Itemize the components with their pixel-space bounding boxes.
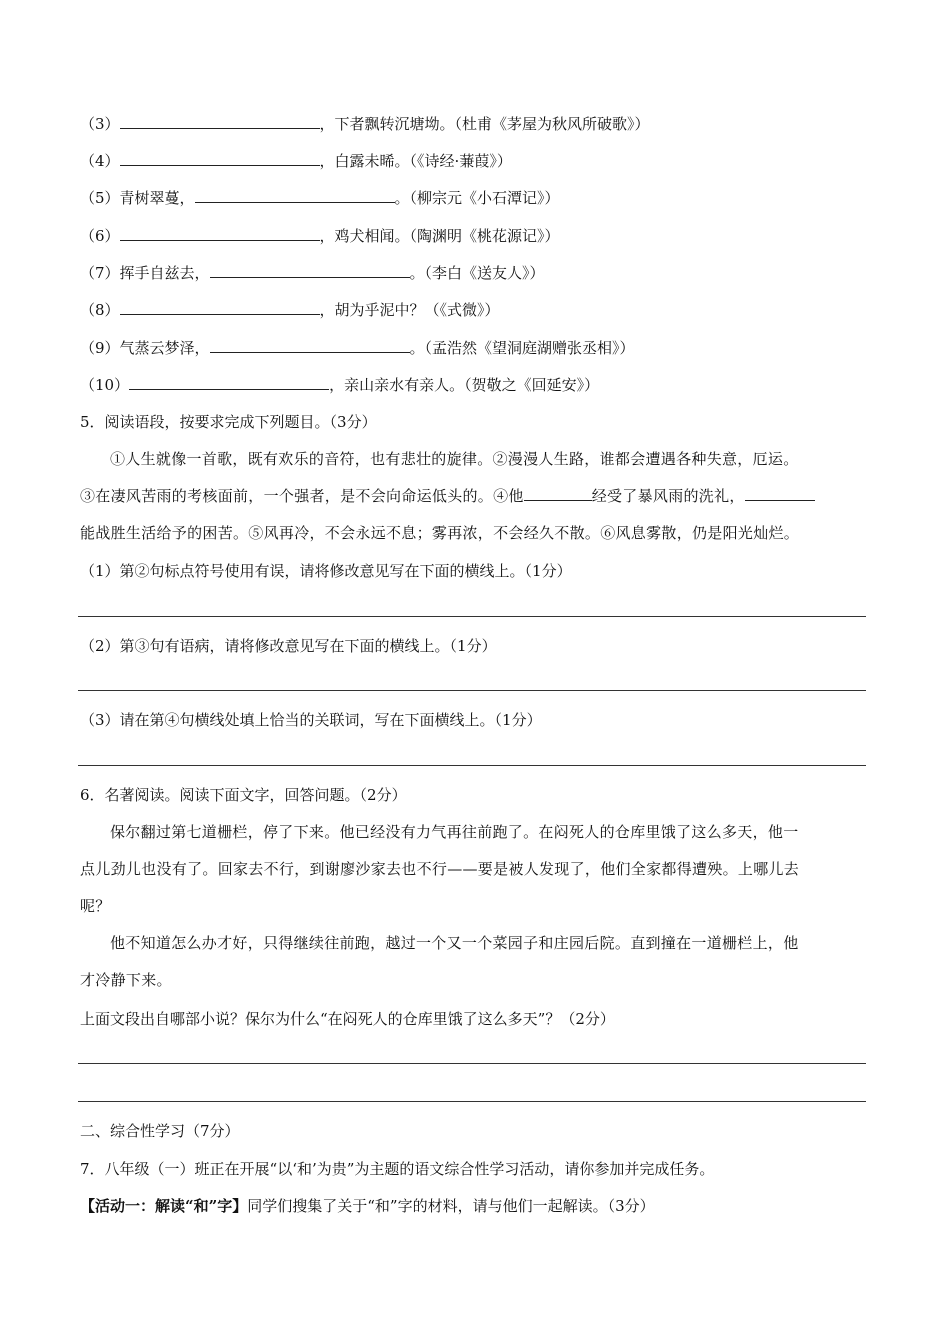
q5-passage-text: 经受了暴风雨的洗礼， bbox=[591, 487, 745, 505]
fill-line-8 bbox=[80, 299, 500, 320]
q5-passage-text: ③在凄风苦雨的考核面前，一个强者，是不会向命运低头的。④他 bbox=[80, 487, 524, 505]
q5-passage-line: ①人生就像一首歌，既有欢乐的音符，也有悲壮的旋律。②漫漫人生路，谁都会遭遇各种失意，厄运。 bbox=[110, 450, 799, 468]
conjunction-blank-2[interactable] bbox=[745, 485, 815, 501]
answer-blank[interactable] bbox=[120, 299, 320, 315]
q6-passage bbox=[80, 814, 875, 999]
fill-line-suffix: ，鸡犬相闻。（陶渊明《桃花源记》） bbox=[319, 227, 560, 245]
fill-line-prefix: （10） bbox=[80, 376, 130, 394]
answer-blank[interactable] bbox=[120, 113, 320, 129]
answer-blank[interactable] bbox=[210, 262, 410, 278]
q5-title: 5．阅读语段，按要求完成下列题目。（3分） bbox=[80, 413, 377, 431]
q7-prompt: 7．八年级（一）班正在开展“以‘和’为贵”为主题的语文综合性学习活动，请你参加并完成任务。 bbox=[80, 1160, 715, 1178]
q6-title: 6．名著阅读。阅读下面文字，回答问题。（2分） bbox=[80, 786, 407, 804]
answer-line[interactable] bbox=[78, 616, 866, 617]
fill-line-9 bbox=[80, 337, 635, 358]
answer-line[interactable] bbox=[78, 1101, 866, 1102]
fill-line-6 bbox=[80, 225, 560, 246]
q5-sub1: （1）第②句标点符号使用有误，请将修改意见写在下面的横线上。（1分） bbox=[80, 562, 572, 580]
fill-line-5 bbox=[80, 187, 560, 208]
activity-label: 【活动一：解读“和”字】 bbox=[80, 1197, 248, 1215]
fill-line-suffix: 。（柳宗元《小石潭记》） bbox=[394, 189, 560, 207]
fill-line-prefix: （5）青树翠蔓， bbox=[80, 189, 195, 207]
answer-line[interactable] bbox=[78, 690, 866, 691]
q6-passage-line: 他不知道怎么办才好，只得继续往前跑，越过一个又一个菜园子和庄园后院。直到撞在一道栅栏上，他 bbox=[110, 934, 799, 952]
q6-passage-line: 点儿劲儿也没有了。回家去不行，到谢廖沙家去也不行——要是被人发现了，他们全家都得遭殃。上哪儿去 bbox=[80, 860, 800, 878]
q6-passage-line: 才冷静下来。 bbox=[80, 971, 172, 989]
answer-line[interactable] bbox=[78, 765, 866, 766]
conjunction-blank-1[interactable] bbox=[524, 485, 592, 501]
fill-line-suffix: ，下者飘转沉塘坳。（杜甫《茅屋为秋风所破歌》） bbox=[319, 115, 650, 133]
fill-line-7 bbox=[80, 262, 545, 283]
q5-sub3: （3）请在第④句横线处填上恰当的关联词，写在下面横线上。（1分） bbox=[80, 711, 542, 729]
fill-line-3 bbox=[80, 113, 650, 134]
fill-line-prefix: （7）挥手自兹去， bbox=[80, 264, 210, 282]
q6-passage-line: 呢？ bbox=[80, 897, 111, 915]
fill-line-prefix: （6） bbox=[80, 227, 120, 245]
fill-line-suffix: ，胡为乎泥中？（《式微》） bbox=[319, 301, 500, 319]
fill-line-10 bbox=[80, 374, 599, 395]
answer-blank[interactable] bbox=[120, 150, 320, 166]
q5-passage bbox=[80, 441, 875, 552]
fill-line-suffix: 。（孟浩然《望洞庭湖赠张丞相》） bbox=[409, 339, 635, 357]
fill-line-suffix: ，亲山亲水有亲人。（贺敬之《回延安》） bbox=[329, 376, 600, 394]
answer-blank[interactable] bbox=[120, 225, 320, 241]
fill-line-4 bbox=[80, 150, 512, 171]
fill-line-prefix: （3） bbox=[80, 115, 120, 133]
fill-line-suffix: 。（李白《送友人》） bbox=[409, 264, 545, 282]
q6-passage-line: 保尔翻过第七道栅栏，停了下来。他已经没有力气再往前跑了。在闷死人的仓库里饿了这么多天，他一 bbox=[110, 823, 799, 841]
q5-passage-line bbox=[80, 478, 875, 515]
fill-line-suffix: ，白露未晞。（《诗经·蒹葭》） bbox=[319, 152, 512, 170]
answer-blank[interactable] bbox=[195, 187, 395, 203]
q5-passage-line: 能战胜生活给予的困苦。⑤风再冷，不会永远不息；雾再浓，不会经久不散。⑥风息雾散，仍是阳光灿烂。 bbox=[80, 524, 800, 542]
answer-line[interactable] bbox=[78, 1063, 866, 1064]
answer-blank[interactable] bbox=[129, 374, 329, 390]
q5-sub2: （2）第③句有语病，请将修改意见写在下面的横线上。（1分） bbox=[80, 637, 497, 655]
q6-question: 上面文段出自哪部小说？保尔为什么“在闷死人的仓库里饿了这么多天”？（2分） bbox=[80, 1010, 615, 1028]
activity-one bbox=[80, 1196, 655, 1216]
activity-text: 同学们搜集了关于“和”字的材料，请与他们一起解读。（3分） bbox=[247, 1197, 655, 1215]
section-title: 二、综合性学习（7分） bbox=[80, 1122, 240, 1140]
answer-blank[interactable] bbox=[210, 337, 410, 353]
fill-line-prefix: （4） bbox=[80, 152, 120, 170]
fill-line-prefix: （9）气蒸云梦泽， bbox=[80, 339, 210, 357]
fill-line-prefix: （8） bbox=[80, 301, 120, 319]
